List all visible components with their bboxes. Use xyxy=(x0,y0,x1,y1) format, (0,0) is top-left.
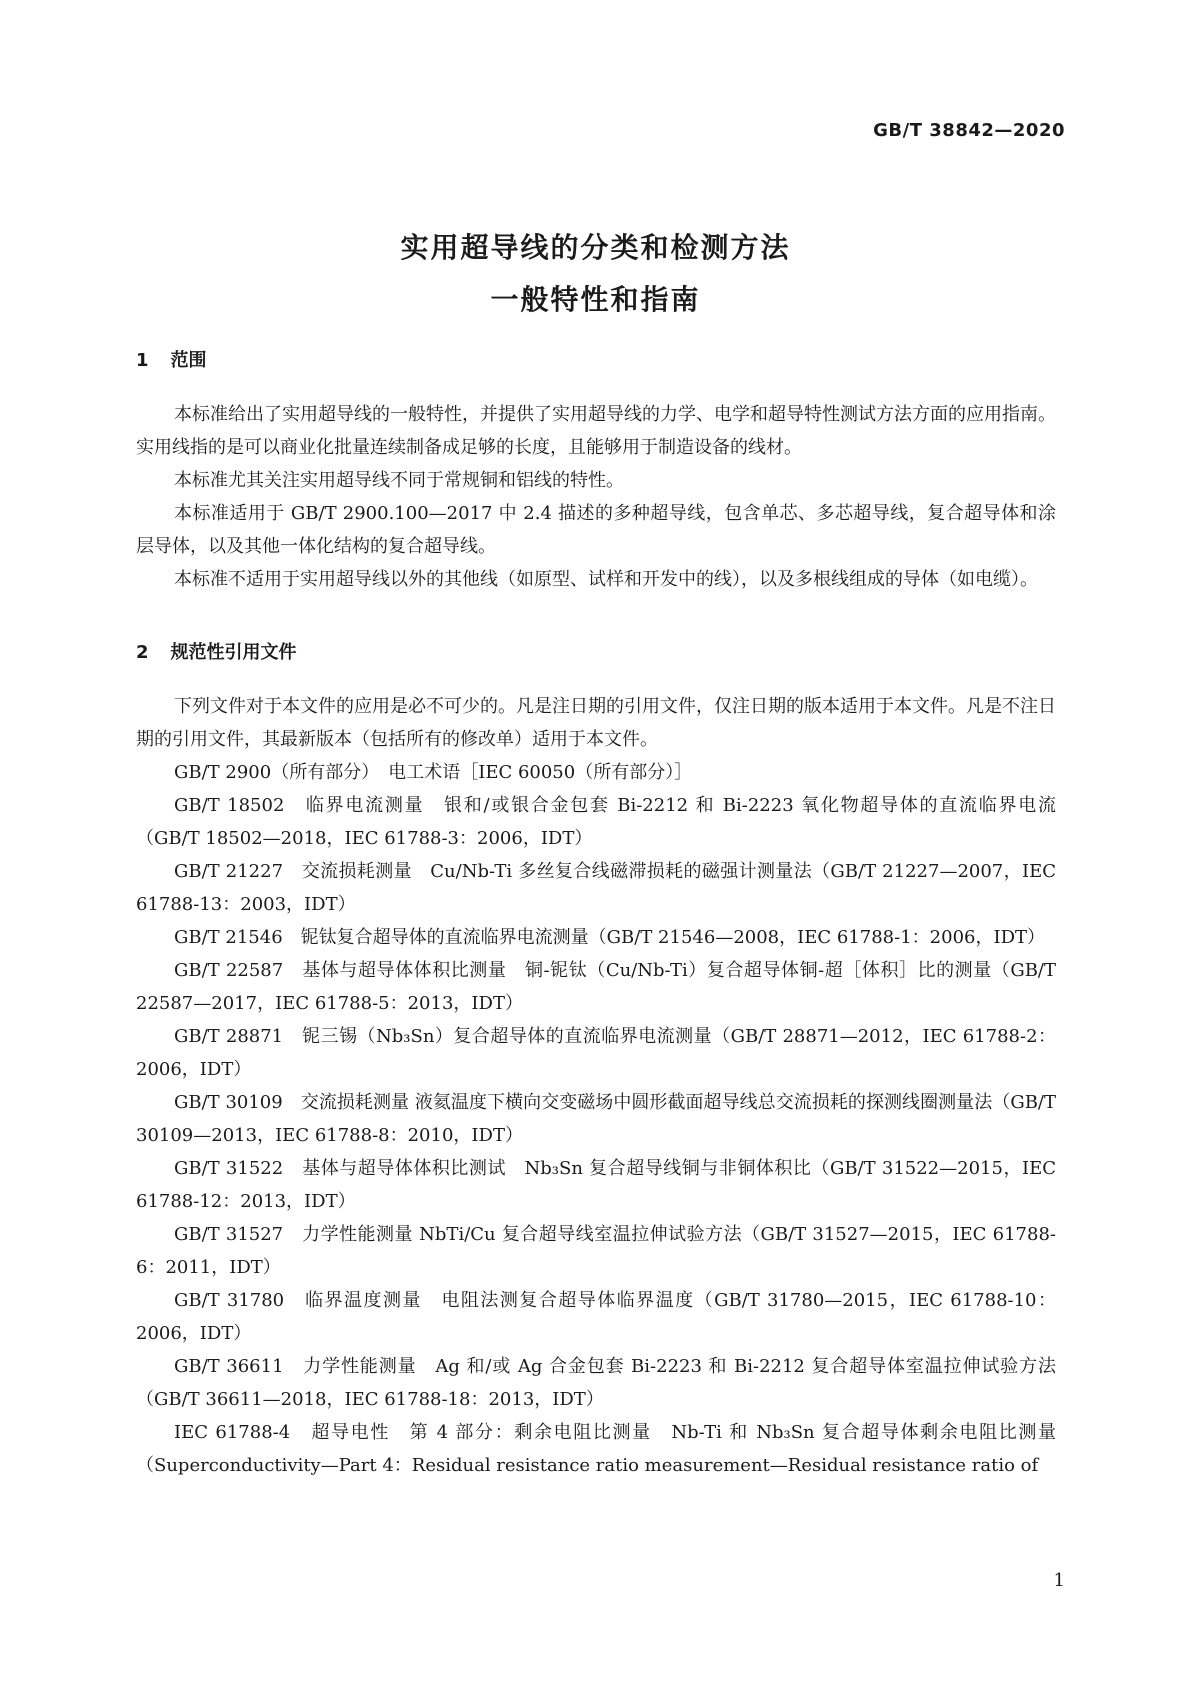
title-line-1: 实用超导线的分类和检测方法 xyxy=(400,231,791,264)
reference-item: GB/T 2900（所有部分） 电工术语［IEC 60050（所有部分）］ xyxy=(174,762,693,783)
reference-item: GB/T 31780 临界温度测量 电阻法测复合超导体临界温度（GB/T 31780—2015，IEC 61788-10：2006，IDT） xyxy=(136,1290,1056,1344)
reference-item: GB/T 30109 交流损耗测量 液氦温度下横向交变磁场中圆形截面超导线总交流损耗的探测线圈测量法（GB/T 30109—2013，IEC 61788-8：2010，IDT） xyxy=(136,1092,1056,1146)
scope-paragraph-4: 本标准不适用于实用超导线以外的其他线（如原型、试样和开发中的线），以及多根线组成的导体（如电缆）。 xyxy=(174,569,1038,590)
reference-item: GB/T 28871 铌三锡（Nb₃Sn）复合超导体的直流临界电流测量（GB/T 28871—2012，IEC 61788-2：2006，IDT） xyxy=(136,1026,1056,1080)
section-2-body xyxy=(136,690,1056,1482)
document-title xyxy=(0,222,1191,326)
reference-item: GB/T 31527 力学性能测量 NbTi/Cu 复合超导线室温拉伸试验方法（GB/T 31527—2015，IEC 61788-6：2011，IDT） xyxy=(136,1224,1056,1278)
section-2-number: 2 xyxy=(136,642,149,663)
reference-item: GB/T 22587 基体与超导体体积比测量 铜-铌钛（Cu/Nb-Ti）复合超导体铜-超［体积］比的测量（GB/T 22587—2017，IEC 61788-5：2013，IDT） xyxy=(136,960,1056,1014)
section-2-title: 规范性引用文件 xyxy=(170,642,297,663)
page-number: 1 xyxy=(1053,1570,1065,1591)
section-1-number: 1 xyxy=(136,350,149,371)
reference-item: IEC 61788-4 超导电性 第 4 部分：剩余电阻比测量 Nb-Ti 和 Nb₃Sn 复合超导体剩余电阻比测量（Superconductivity—Part 4：Residual resistance ratio measurement—Residual resistance ratio of xyxy=(136,1422,1056,1476)
reference-item: GB/T 36611 力学性能测量 Ag 和/或 Ag 合金包套 Bi-2223 和 Bi-2212 复合超导体室温拉伸试验方法（GB/T 36611—2018，IEC 61788-18：2013，IDT） xyxy=(136,1356,1056,1410)
section-1-title: 范围 xyxy=(170,350,207,371)
scope-paragraph-1: 本标准给出了实用超导线的一般特性，并提供了实用超导线的力学、电学和超导特性测试方法方面的应用指南。实用线指的是可以商业化批量连续制备成足够的长度，且能够用于制造设备的线材。 xyxy=(136,404,1056,458)
section-2-heading xyxy=(136,638,297,664)
reference-item: GB/T 21546 铌钛复合超导体的直流临界电流测量（GB/T 21546—2008，IEC 61788-1：2006，IDT） xyxy=(174,927,1046,948)
references-intro: 下列文件对于本文件的应用是必不可少的。凡是注日期的引用文件，仅注日期的版本适用于本文件。凡是不注日期的引用文件，其最新版本（包括所有的修改单）适用于本文件。 xyxy=(136,696,1056,750)
reference-item: GB/T 21227 交流损耗测量 Cu/Nb-Ti 多丝复合线磁滞损耗的磁强计测量法（GB/T 21227—2007，IEC 61788-13：2003，IDT） xyxy=(136,861,1056,915)
section-1-body xyxy=(136,398,1056,596)
reference-item: GB/T 18502 临界电流测量 银和/或银合金包套 Bi-2212 和 Bi-2223 氧化物超导体的直流临界电流（GB/T 18502—2018，IEC 61788-3：2006，IDT） xyxy=(136,795,1056,849)
scope-paragraph-3: 本标准适用于 GB/T 2900.100—2017 中 2.4 描述的多种超导线，包含单芯、多芯超导线，复合超导体和涂层导体，以及其他一体化结构的复合超导线。 xyxy=(136,503,1056,557)
title-line-2: 一般特性和指南 xyxy=(490,283,701,316)
reference-item: GB/T 31522 基体与超导体体积比测试 Nb₃Sn 复合超导线铜与非铜体积比（GB/T 31522—2015，IEC 61788-12：2013，IDT） xyxy=(136,1158,1056,1212)
standard-code-header: GB/T 38842—2020 xyxy=(873,120,1065,141)
scope-paragraph-2: 本标准尤其关注实用超导线不同于常规铜和铝线的特性。 xyxy=(174,470,624,491)
section-1-heading xyxy=(136,346,207,372)
